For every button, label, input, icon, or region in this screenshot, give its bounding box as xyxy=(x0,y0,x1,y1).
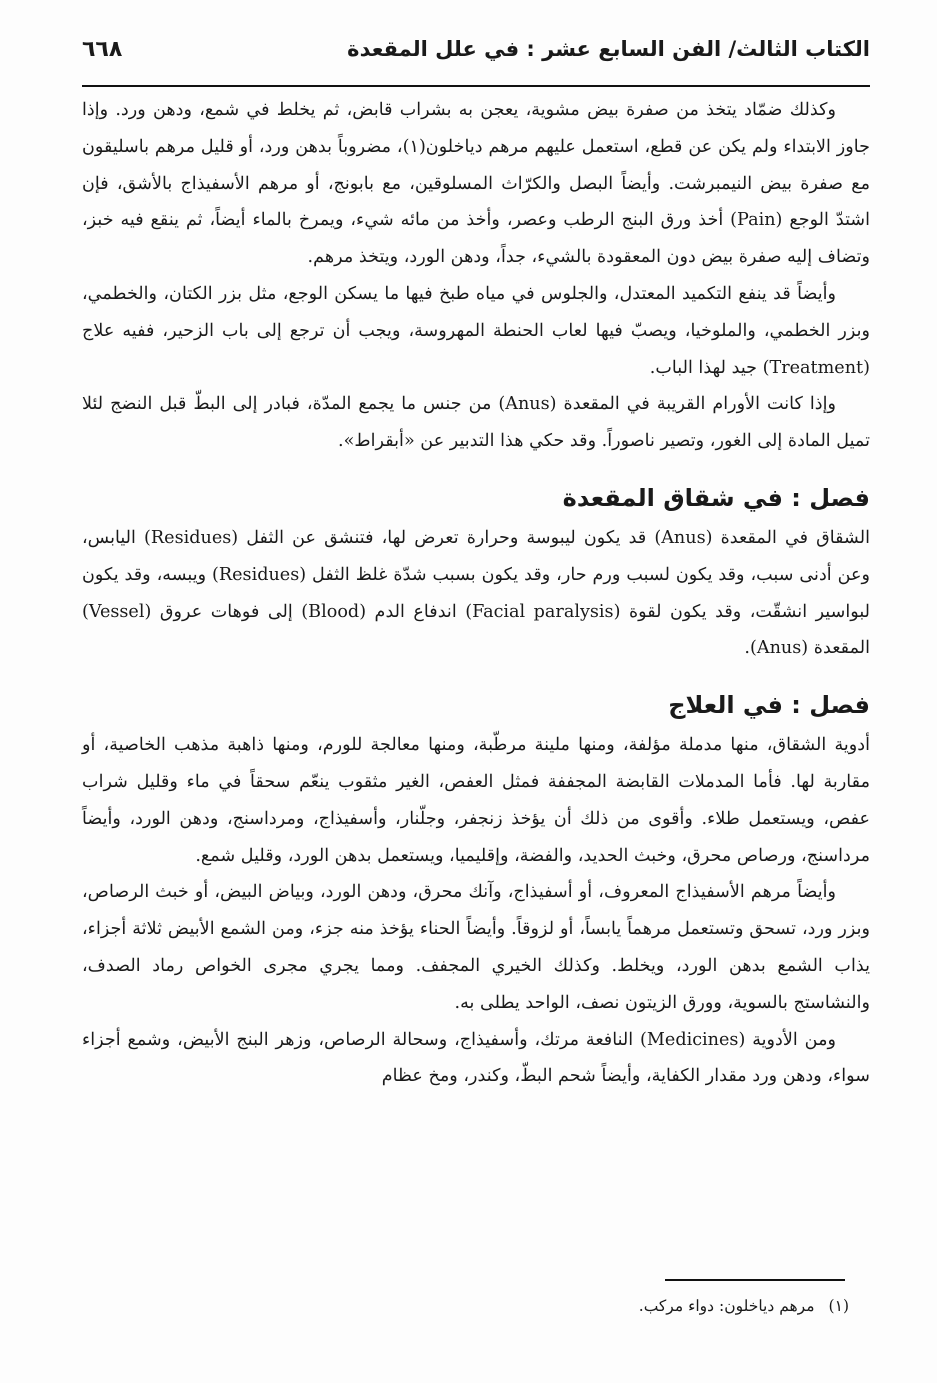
footnote-divider xyxy=(665,1279,845,1281)
page-body xyxy=(82,92,870,1095)
body-paragraph: أدوية الشقاق، منها مدملة مؤلفة، ومنها ملينة مرطّبة، ومنها معالجة للورم، ومنها ذاهبة مذهب الخاصية، أو مقاربة لها. فأما المدملات القابضة المجففة فمثل العفص، الغير مثقوب ينعّم سحقاً في ماء وقليل شراب عفص، ويستعمل طلاء. وأقوى من ذلك أن يؤخذ زنجفر، وجلّنار، وأسفيذاج، ومرداسنج، ودهن الورد، وأيضاً مرداسنج، ورصاص محرق، وخبث الحديد، والفضة، وإقليميا، ويستعمل بدهن الورد، وقليل شمع. xyxy=(82,735,870,866)
body-paragraph: ومن الأدوية (Medicines) النافعة مرتك، وأسفيذاج، وسحالة الرصاص، وزهر البنج الأبيض، وشمع أجزاء سواء، ودهن ورد مقدار الكفاية، وأيضاً شحم البطّ، وكندر، ومخ عظام xyxy=(82,1029,870,1087)
body-paragraph: وأيضاً قد ينفع التكميد المعتدل، والجلوس في مياه طبخ فيها ما يسكن الوجع، مثل بزر الكتان، والخطمي، وبزر الخطمي، والملوخيا، ويصبّ فيها لعاب الحنطة المهروسة، ويجب أن ترجع إلى باب الزحير، ففيه علاج (Treatment) جيد لهذا الباب. xyxy=(82,283,870,378)
running-title: الكتاب الثالث/ الفن السابع عشر : في علل المقعدة xyxy=(347,37,870,61)
page-number: ٦٦٨ xyxy=(82,36,123,62)
body-paragraph: الشقاق في المقعدة (Anus) قد يكون ليبوسة وحرارة تعرض لها، فتنشق عن الثفل (Residues) اليابس، وعن أدنى سبب، وقد يكون لسبب ورم حار، وقد يكون بسبب شدّة غلظ الثفل (Residues) ويبسه، وقد يكون لبواسير انشقّت، وقد يكون لقوة (Facial paralysis) اندفاع الدم (Blood) إلى فوهات عروق (Vessel) المقعدة (Anus). xyxy=(82,527,870,659)
footnote xyxy=(149,1294,849,1318)
body-paragraph: وإذا كانت الأورام القريبة في المقعدة (Anus) من جنس ما يجمع المدّة، فبادر إلى البطّ قبل النضج لئلا تميل المادة إلى الغور، وتصير ناصوراً. وقد حكي هذا التدبير عن «أبقراط». xyxy=(82,394,870,452)
section-heading-treatment: فصل : في العلاج xyxy=(668,691,870,720)
section-heading-fissures: فصل : في شقاق المقعدة xyxy=(562,483,870,512)
footnote-marker: (١) xyxy=(828,1297,849,1315)
body-paragraph: وأيضاً مرهم الأسفيذاج المعروف، أو أسفيذاج، وآنك محرق، ودهن الورد، وبياض البيض، أو خبث الرصاص، وبزر ورد، تسحق وتستعمل مرهماً يابساً، أو لزوقاً. وأيضاً الحناء يؤخذ منه جزء، ومن الشمع الأبيض ثلاثة أجزاء، يذاب الشمع بدهن الورد، ويخلط. وكذلك الخيري المجفف. ومما يجري مجرى الخواص رماد الصدف، والنشاستج بالسوية، وورق الزيتون نصف، الواحد يطلى به. xyxy=(82,882,870,1013)
body-paragraph: وكذلك ضمّاد يتخذ من صفرة بيض مشوية، يعجن به بشراب قابض، ثم يخلط في شمع، ودهن ورد. وإذا جاوز الابتداء ولم يكن عن قطع، استعمل عليهم مرهم دياخلون(١)، مضروباً بدهن ورد، أو قليل مرهم باسليقون مع صفرة بيض النيمبرشت. وأيضاً البصل والكرّاث المسلوقين، مع بابونج، أو مرهم الأسفيذاج بالأشق، فإن اشتدّ الوجع (Pain) أخذ ورق البنج الرطب وعصر، وأخذ من مائه شيء، ويمرخ بالماء أيضاً، ثم ينقع فيه خبز، وتضاف إليه صفرة بيض دون المعقودة بالشيء، جداً، ودهن الورد، ويتخذ مرهم. xyxy=(82,100,871,268)
header-divider xyxy=(82,85,870,87)
footnote-text: مرهم دياخلون: دواء مركب. xyxy=(638,1297,815,1315)
page-header xyxy=(82,30,870,68)
